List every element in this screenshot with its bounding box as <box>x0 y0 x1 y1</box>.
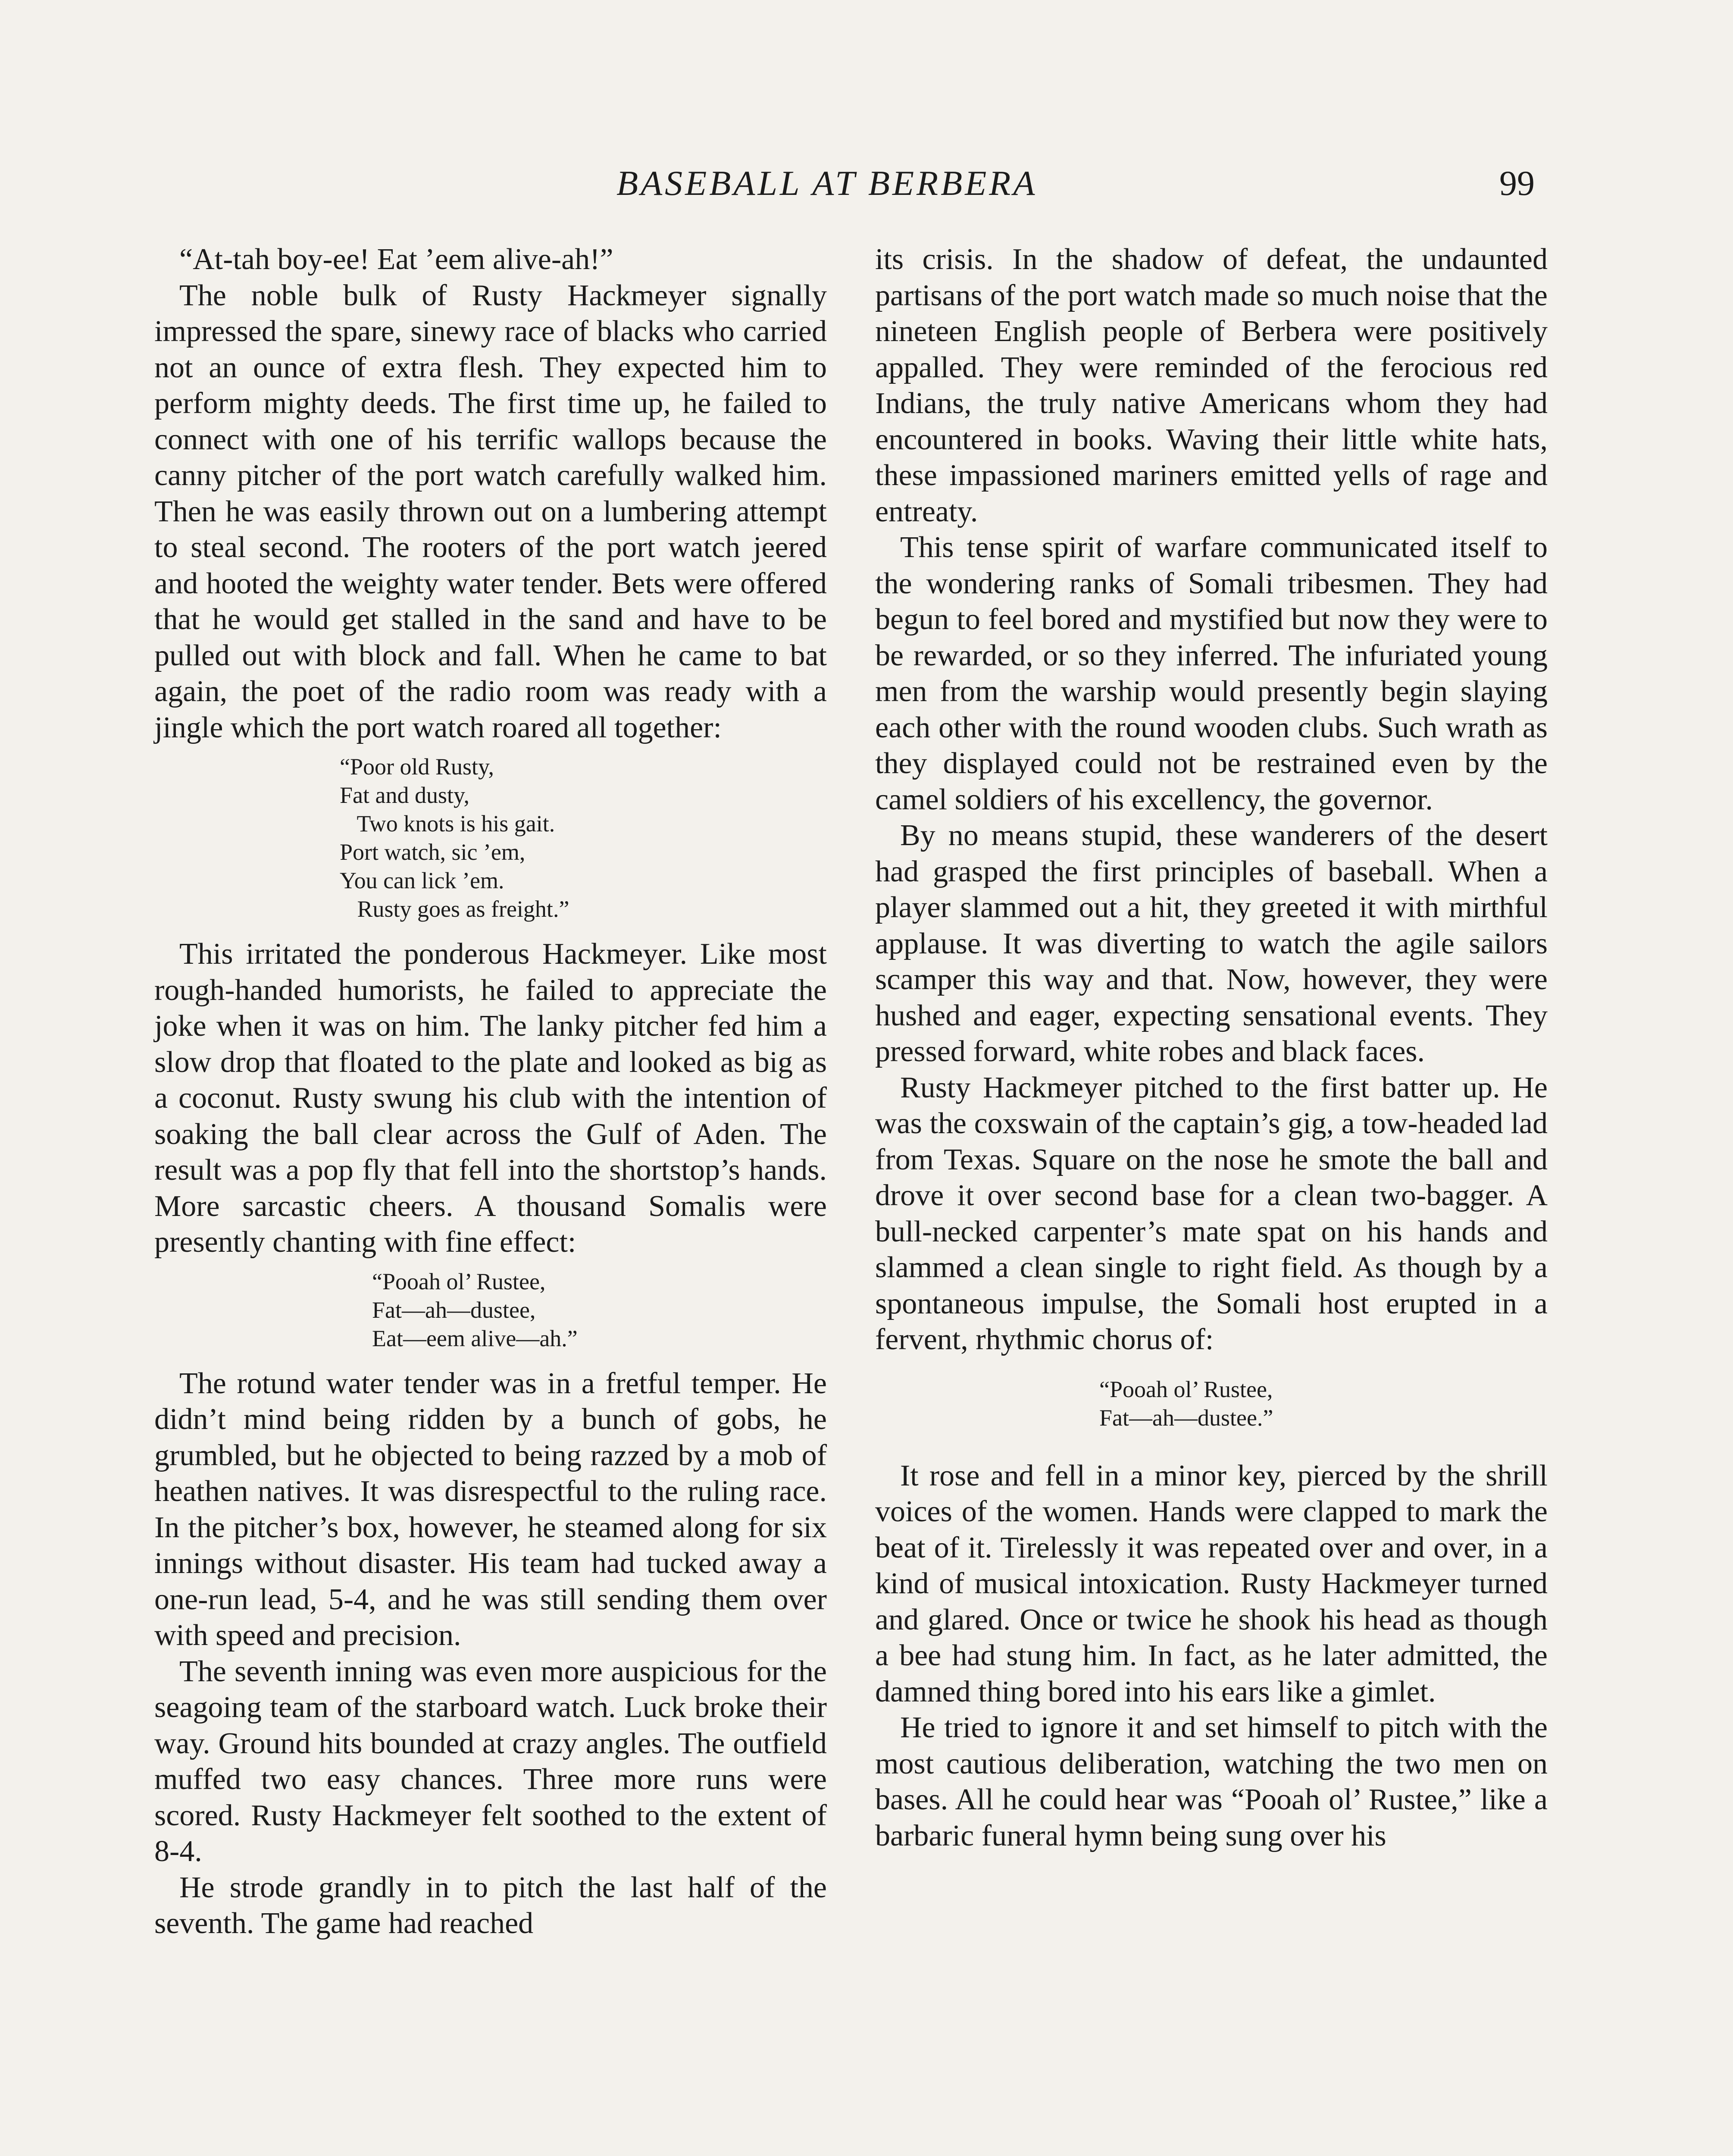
paragraph: It rose and fell in a minor key, pierced by the shrill voices of the women. Hands were clapped to mark the beat of it. Tirelessly it was repeated over and over, in a kind of musical intoxication. Rusty Hackmeyer turned and glared. Once or twice he shook his head as though a bee had stung him. In fact, as he later admitted, the damned thing bored into his ears like a gimlet. <box>875 1459 1548 1708</box>
verse-line: You can lick ’em. <box>340 868 504 893</box>
running-title: BASEBALL AT BERBERA <box>616 163 1038 203</box>
paragraph: The rotund water tender was in a fretful temper. He didn’t mind being ridden by a bunch of gobs, he grumbled, but he objected to being razzed by a mob of heathen natives. It was disrespectful to the ruling race. In the pitcher’s box, however, he steamed along for six innings without disaster. His team had tucked away a one-run lead, 5-4, and he was still sending them over with speed and precision. <box>154 1366 827 1652</box>
paragraph: The seventh inning was even more auspicious for the seagoing team of the starboard watch. Luck broke their way. Ground hits bounded at crazy angles. The outfield muffed two easy chances. Three more runs were scored. Rusty Hackmeyer felt soothed to the extent of 8-4. <box>154 1655 827 1868</box>
paragraph: He tried to ignore it and set himself to pitch with the most cautious deliberation, watching the two men on bases. All he could hear was “Pooah ol’ Rustee,” like a barbaric funeral hymn being sung over his <box>875 1711 1548 1852</box>
paragraph: By no means stupid, these wanderers of the desert had grasped the first principles of baseball. When a player slammed out a hit, they greeted it with mirthful applause. It was diverting to watch the agile sailors scamper this way and that. Now, however, they were hushed and eager, expecting sensational events. They pressed forward, white robes and black faces. <box>875 819 1548 1068</box>
verse-line: Two knots is his gait. <box>340 811 555 837</box>
verse-line: Eat—eem alive—ah.” <box>372 1325 578 1351</box>
verse-pooah-ol-rustee <box>154 1267 827 1353</box>
verse-line: “Poor old Rusty, <box>340 754 494 780</box>
verse-poor-old-rusty <box>154 752 827 923</box>
paragraph: “At-tah boy-ee! Eat ’eem alive-ah!” <box>179 243 613 276</box>
page-number: 99 <box>1499 163 1535 203</box>
verse-line: “Pooah ol’ Rustee, <box>1099 1376 1273 1402</box>
verse-line: “Pooah ol’ Rustee, <box>372 1268 546 1294</box>
paragraph: its crisis. In the shadow of defeat, the undaunted partisans of the port watch made so much noise that the nineteen English people of Berbera were positively appalled. They were reminded of the ferocious red Indians, the truly native Americans whom they had encountered in books. Waving their little white hats, these impassioned mariners emitted yells of rage and entreaty. <box>875 243 1548 528</box>
left-column <box>154 241 827 1942</box>
right-column <box>875 241 1548 1854</box>
verse-line: Rusty goes as freight.” <box>340 896 569 922</box>
verse-line: Fat—ah—dustee.” <box>1099 1404 1273 1431</box>
paragraph: This irritated the ponderous Hackmeyer. Like most rough-handed humorists, he failed to appreciate the joke when it was on him. The lanky pitcher fed him a slow drop that floated to the plate and looked as big as a coconut. Rusty swung his club with the intention of soaking the ball clear across the Gulf of Aden. The result was a pop fly that fell into the shortstop’s hands. More sarcastic cheers. A thousand Somalis were presently chanting with fine effect: <box>154 937 827 1259</box>
running-header <box>0 163 1733 215</box>
paragraph: The noble bulk of Rusty Hackmeyer signally impressed the spare, sinewy race of blacks who carried not an ounce of extra flesh. They expected him to perform mighty deeds. The first time up, he failed to connect with one of his terrific wallops because the canny pitcher of the port watch carefully walked him. Then he was easily thrown out on a lumbering attempt to steal second. The rooters of the port watch jeered and hooted the weighty water tender. Bets were offered that he would get stalled in the sand and have to be pulled out with block and fall. When he came to bat again, the poet of the radio room was ready with a jingle which the port watch roared all together: <box>154 279 827 744</box>
verse-line: Port watch, sic ’em, <box>340 839 526 865</box>
paragraph: Rusty Hackmeyer pitched to the first batter up. He was the coxswain of the captain’s gig, a tow-headed lad from Texas. Square on the nose he smote the ball and drove it over second base for a clean two-bagger. A bull-necked carpenter’s mate spat on his hands and slammed a clean single to right field. As though by a spontaneous impulse, the Somali host erupted in a fervent, rhythmic chorus of: <box>875 1071 1548 1356</box>
paragraph: He strode grandly in to pitch the last half of the seventh. The game had reached <box>154 1871 827 1940</box>
verse-line: Fat—ah—dustee, <box>372 1297 536 1323</box>
verse-line: Fat and dusty, <box>340 782 469 808</box>
paragraph: This tense spirit of warfare communicated itself to the wondering ranks of Somali tribesmen. They had begun to feel bored and mystified but now they were to be rewarded, or so they inferred. The infuriated young men from the warship would presently begin slaying each other with the round wooden clubs. Such wrath as they displayed could not be restrained even by the camel soldiers of his excellency, the governor. <box>875 531 1548 816</box>
verse-chorus <box>875 1375 1548 1432</box>
